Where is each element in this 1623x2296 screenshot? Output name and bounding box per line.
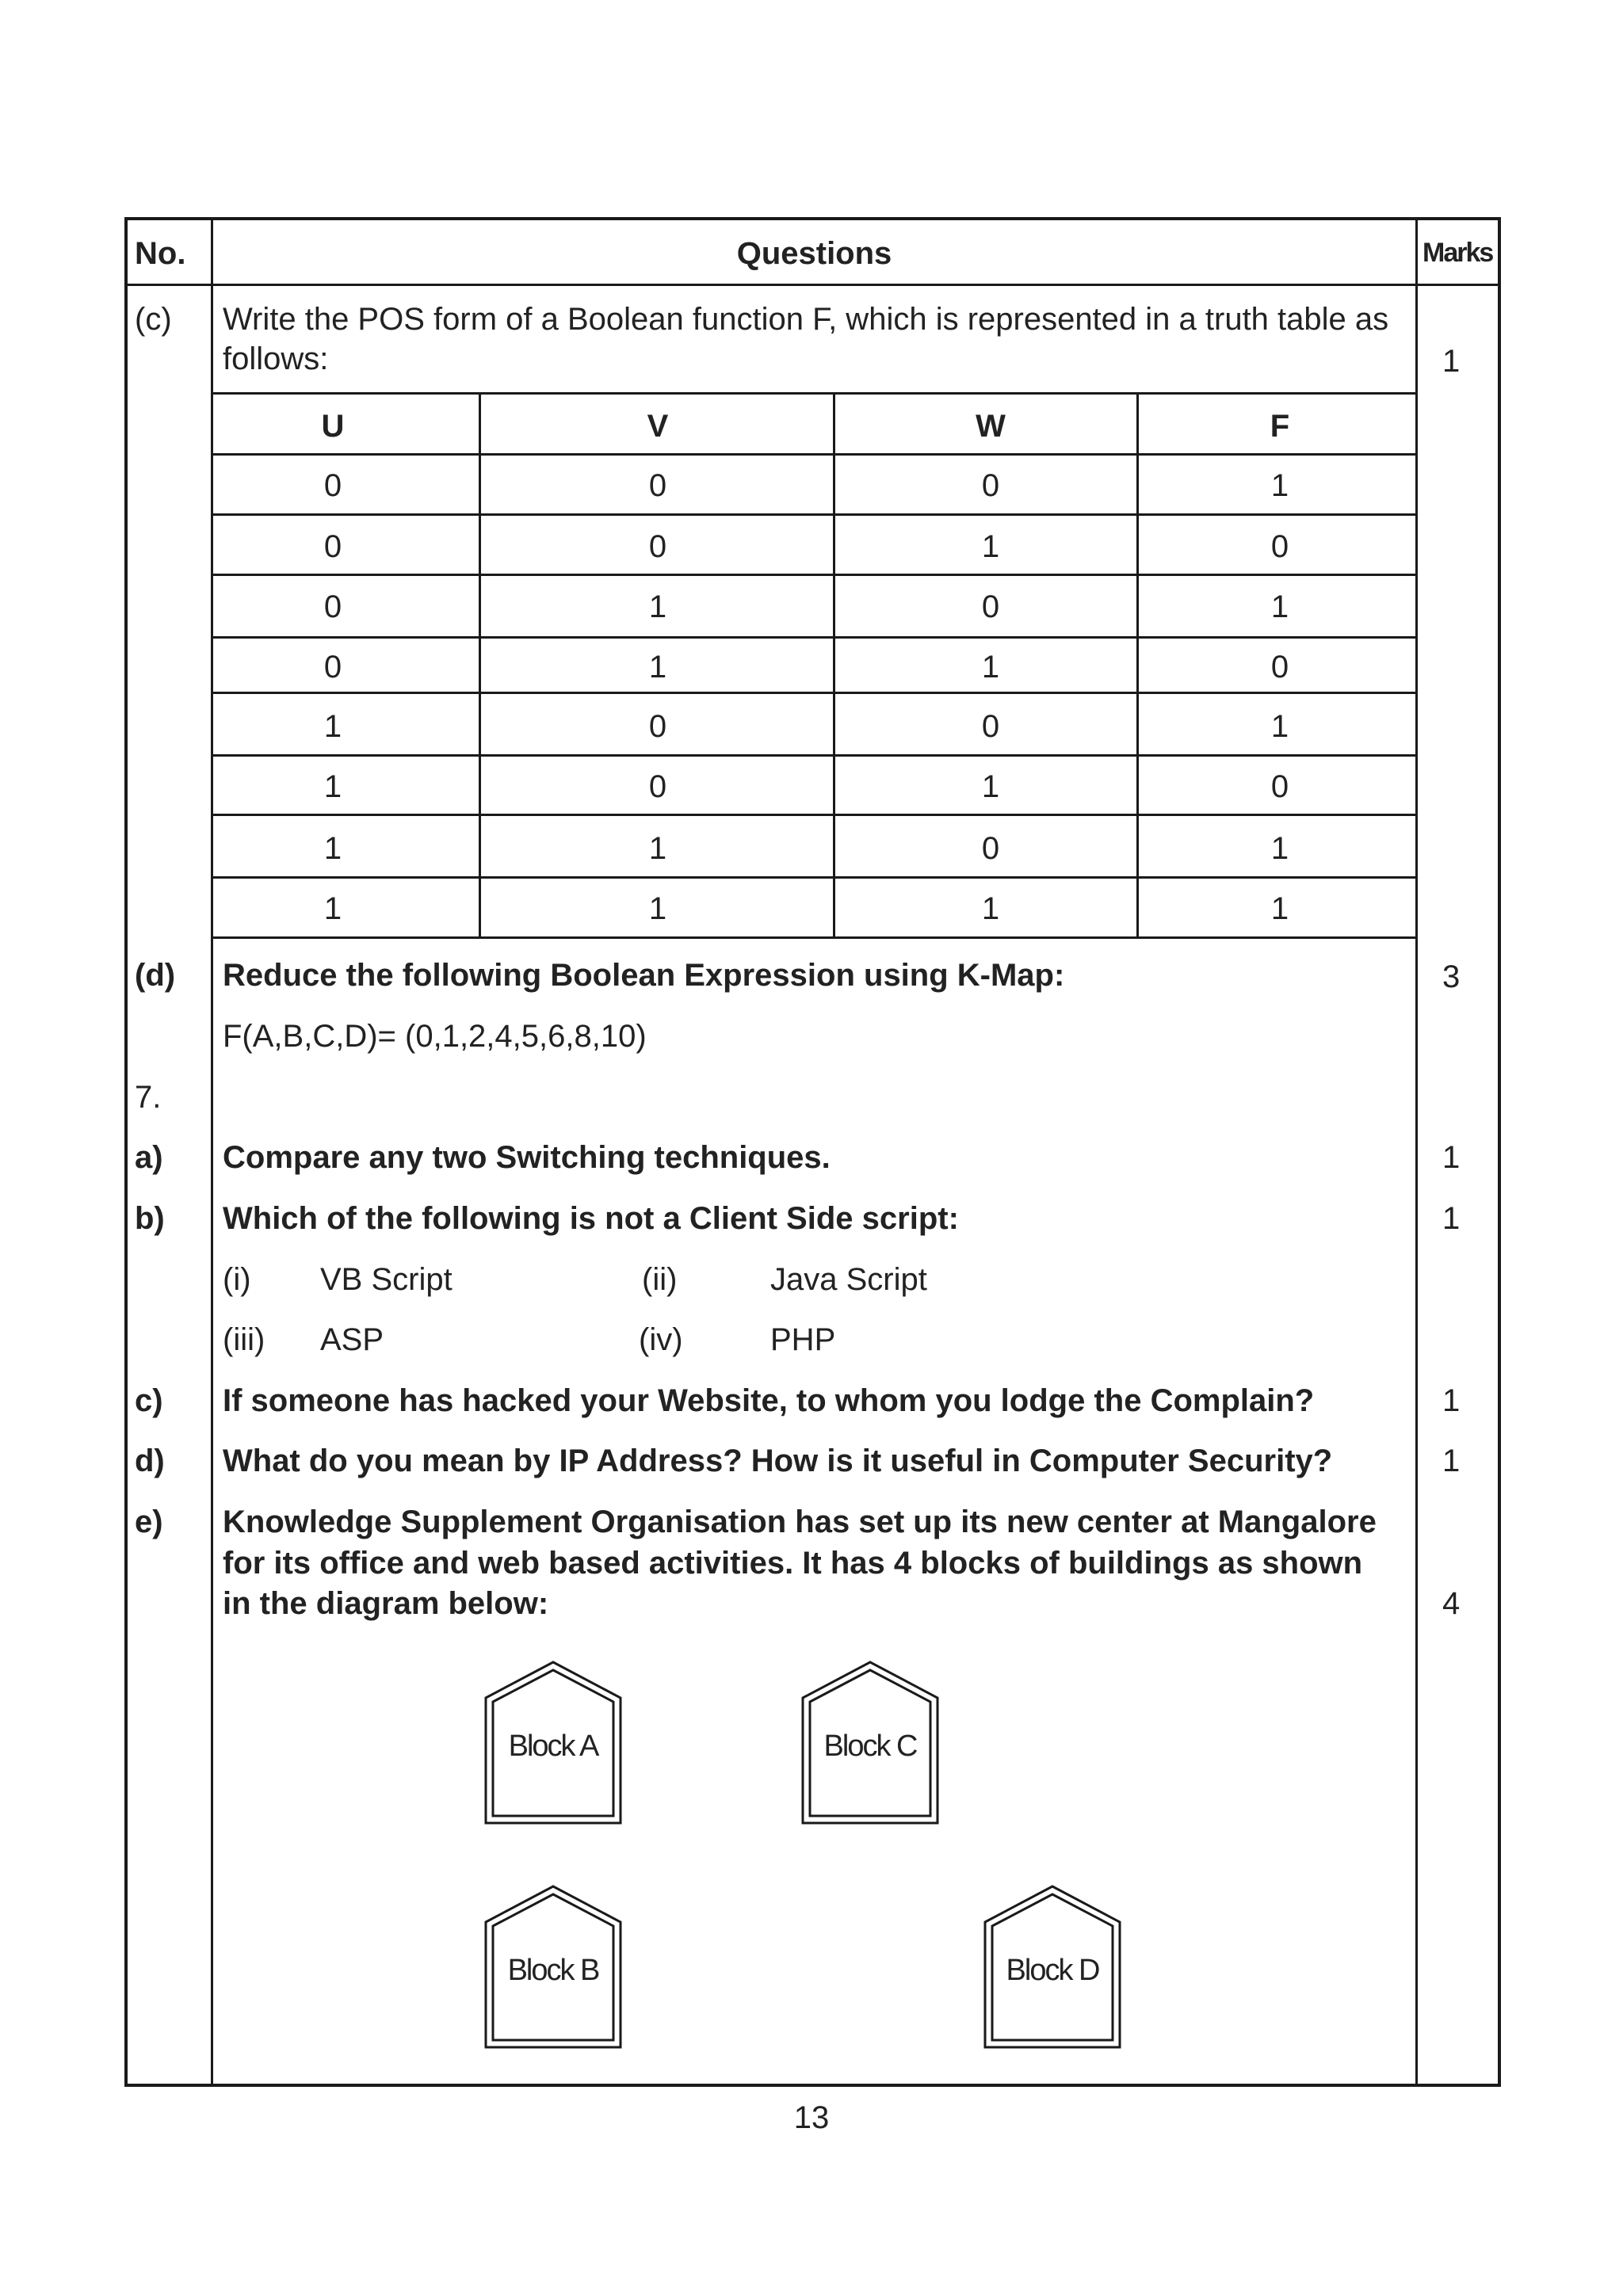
q6c-text-line1: Write the POS form of a Boolean function F, which is represented in a truth table as [223, 302, 1389, 337]
tt-cell: 1 [1270, 709, 1289, 744]
tt-cell: 0 [981, 468, 1000, 503]
tt-header-v: V [647, 409, 669, 444]
q6c-marks: 1 [1442, 344, 1461, 379]
q7a-text: Compare any two Switching techniques. [223, 1140, 831, 1175]
q7c-number: c) [135, 1383, 163, 1418]
block-label: Block C [823, 1730, 917, 1763]
tt-cell: 0 [981, 709, 1000, 744]
tt-cell: 1 [1270, 468, 1289, 503]
tt-cell: 1 [1270, 891, 1289, 926]
tt-header-u: U [321, 409, 345, 444]
header-no: No. [135, 236, 186, 271]
q6c-number: (c) [135, 302, 172, 337]
tt-cell: 1 [648, 831, 667, 866]
tt-cell: 1 [981, 529, 1000, 564]
header-marks: Marks [1423, 238, 1493, 268]
block-label: Block A [508, 1730, 598, 1763]
tt-cell: 0 [323, 529, 342, 564]
tt-cell: 1 [648, 589, 667, 624]
tt-header-f: F [1270, 409, 1290, 444]
tt-cell: 1 [648, 650, 667, 685]
q7d-text: What do you mean by IP Address? How is it useful in Computer Security? [223, 1444, 1333, 1478]
q7e-line2: for its office and web based activities. It has 4 blocks of buildings as shown [223, 1546, 1363, 1581]
page-number: 13 [793, 2100, 830, 2135]
tt-cell: 0 [323, 650, 342, 685]
option-label: (ii) [642, 1262, 678, 1297]
tt-cell: 1 [981, 650, 1000, 685]
q6d-text: Reduce the following Boolean Expression using K-Map: [223, 958, 1065, 993]
tt-cell: 1 [981, 891, 1000, 926]
block-d [985, 1886, 1120, 2047]
q6d-expression: F(A,B,C,D)= (0,1,2,4,5,6,8,10) [223, 1019, 647, 1054]
tt-header-w: W [976, 409, 1006, 444]
q7d-number: d) [135, 1444, 165, 1478]
q7b-number: b) [135, 1201, 165, 1236]
tt-cell: 1 [648, 891, 667, 926]
q7e-number: e) [135, 1505, 163, 1539]
q7a-number: a) [135, 1140, 163, 1175]
tt-cell: 0 [981, 589, 1000, 624]
tt-cell: 0 [323, 468, 342, 503]
tt-cell: 1 [323, 709, 342, 744]
block-a [486, 1662, 621, 1823]
tt-cell: 1 [323, 831, 342, 866]
tt-cell: 1 [323, 769, 342, 804]
block-label: Block B [507, 1954, 599, 1987]
tt-cell: 0 [1270, 650, 1289, 685]
option-text: PHP [770, 1322, 836, 1357]
block-label: Block D [1006, 1954, 1099, 1987]
tt-cell: 0 [323, 589, 342, 624]
option-label: (iv) [639, 1322, 683, 1357]
q7e-line1: Knowledge Supplement Organisation has set up its new center at Mangalore [223, 1505, 1377, 1539]
block-b [486, 1886, 621, 2047]
tt-cell: 0 [981, 831, 1000, 866]
q7e-line3: in the diagram below: [223, 1586, 549, 1621]
option-label: (iii) [223, 1322, 265, 1357]
tt-cell: 0 [648, 769, 667, 804]
q6d-number: (d) [135, 958, 176, 993]
q7b-marks: 1 [1442, 1201, 1461, 1236]
tt-cell: 0 [1270, 529, 1289, 564]
q7a-marks: 1 [1442, 1140, 1461, 1175]
block-c [803, 1662, 938, 1823]
q7d-marks: 1 [1442, 1444, 1461, 1478]
tt-cell: 0 [648, 709, 667, 744]
q7c-marks: 1 [1442, 1383, 1461, 1418]
q7e-marks: 4 [1442, 1586, 1461, 1621]
q7-number: 7. [135, 1080, 162, 1115]
tt-cell: 1 [323, 891, 342, 926]
header-questions: Questions [736, 236, 892, 271]
tt-cell: 1 [1270, 831, 1289, 866]
tt-cell: 1 [981, 769, 1000, 804]
option-text: VB Script [320, 1262, 453, 1297]
tt-cell: 0 [648, 529, 667, 564]
q7c-text: If someone has hacked your Website, to whom you lodge the Complain? [223, 1383, 1315, 1418]
option-label: (i) [223, 1262, 251, 1297]
option-text: Java Script [770, 1262, 927, 1297]
q6d-marks: 3 [1442, 959, 1461, 994]
option-text: ASP [320, 1322, 384, 1357]
tt-cell: 0 [648, 468, 667, 503]
tt-cell: 1 [1270, 589, 1289, 624]
q6c-text-line2: follows: [223, 341, 329, 376]
q7b-text: Which of the following is not a Client Side script: [223, 1201, 959, 1236]
tt-cell: 0 [1270, 769, 1289, 804]
